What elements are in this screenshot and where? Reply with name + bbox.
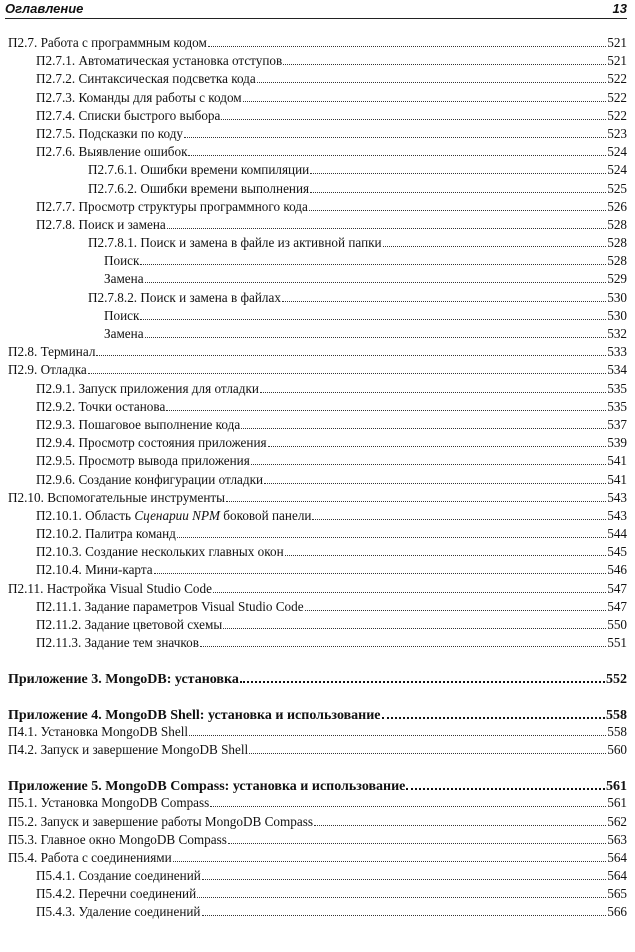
- toc-entry-title-italic: Сценарии NPM: [134, 507, 220, 523]
- toc-entry-title: П2.7.4. Списки быстрого выбора: [36, 107, 221, 123]
- toc-entry: [8, 471, 627, 489]
- toc-entry: [8, 307, 627, 325]
- toc-entry-page: 537: [607, 416, 627, 432]
- toc-entry: [8, 741, 627, 759]
- leader-dots: [200, 634, 606, 647]
- leader-dots: [188, 143, 606, 156]
- leader-dots: [173, 849, 607, 862]
- toc-entry-title: П4.1. Установка MongoDB Shell: [8, 723, 189, 739]
- toc-entry-title: П2.7.8.1. Поиск и замена в файле из активной папки: [88, 235, 382, 251]
- toc-entry: [8, 543, 627, 561]
- leader-dots: [305, 598, 607, 611]
- toc-entry-title: П2.10.3. Создание нескольких главных окон: [36, 544, 284, 560]
- toc-entry-page: 563: [607, 831, 627, 847]
- toc-entry: [8, 270, 627, 288]
- toc-entry-title: П2.11.3. Задание тем значков: [36, 635, 199, 651]
- toc-entry-title: П2.7.5. Подсказки по коду: [36, 125, 184, 141]
- leader-dots: [264, 471, 606, 484]
- leader-dots: [145, 325, 607, 338]
- toc-entry: [8, 903, 627, 921]
- leader-dots: [184, 125, 606, 138]
- leader-dots: [166, 398, 606, 411]
- leader-dots: [177, 525, 606, 538]
- leader-dots: [202, 867, 606, 880]
- section-gap: [8, 652, 627, 669]
- toc-entry: [8, 849, 627, 867]
- leader-dots: [257, 70, 606, 83]
- toc-entry-page: 566: [607, 904, 627, 920]
- toc-entry-page: 521: [607, 35, 627, 50]
- toc-entry-page: 541: [607, 453, 627, 469]
- toc-entry-page: 543: [607, 489, 627, 505]
- toc-entry: [8, 616, 627, 634]
- toc-entry-title: П5.4.3. Удаление соединений: [36, 904, 201, 920]
- toc-entry-title: П2.9.1. Запуск приложения для отладки: [36, 380, 259, 396]
- toc-entry: [8, 452, 627, 470]
- leader-dots: [406, 776, 605, 790]
- toc-entry: [8, 289, 627, 307]
- toc-entry-title: П2.10.2. Палитра команд: [36, 526, 176, 542]
- toc-entry-page: 561: [607, 795, 627, 811]
- toc-entry-title: Замена: [104, 271, 144, 287]
- leader-dots: [243, 89, 607, 102]
- toc-entry: [8, 125, 627, 143]
- toc-entry-page: 535: [607, 380, 627, 396]
- toc-entry: [8, 361, 627, 379]
- toc-entry-page: 521: [607, 53, 627, 69]
- toc-entry-page: 522: [607, 71, 627, 87]
- toc-entry-page: 525: [607, 180, 627, 196]
- toc-entry-page: 539: [607, 435, 627, 451]
- toc-entry-title: П2.7.2. Синтаксическая подсветка кода: [36, 71, 256, 87]
- toc-entry: [8, 434, 627, 452]
- leader-dots: [312, 507, 606, 520]
- toc-entry-page: 546: [607, 562, 627, 578]
- toc-entry-page: 541: [607, 471, 627, 487]
- leader-dots: [213, 580, 606, 593]
- leader-dots: [282, 289, 606, 302]
- toc-entry: [8, 813, 627, 831]
- toc-entry-page: 543: [607, 507, 627, 523]
- toc-entry-page: 547: [607, 598, 627, 614]
- section-gap: [8, 688, 627, 705]
- toc-entry-title: П2.7.8. Поиск и замена: [36, 216, 166, 232]
- toc-entry-page: 528: [607, 253, 627, 269]
- toc-entry: [8, 561, 627, 579]
- toc-entry-title: П2.7.8.2. Поиск и замена в файлах: [88, 289, 281, 305]
- toc-entry-title: П2.7.1. Автоматическая установка отступов: [36, 53, 283, 69]
- section-gap: [8, 759, 627, 776]
- toc-entry-page: 561: [606, 779, 627, 795]
- leader-dots: [251, 452, 606, 465]
- toc-entry-page: 534: [607, 362, 627, 378]
- toc-entry-page: 533: [607, 344, 627, 360]
- toc-entry: [8, 525, 627, 543]
- toc-entry-page: 530: [607, 289, 627, 305]
- toc-entry-page: 565: [607, 886, 627, 902]
- toc-entry: [8, 89, 627, 107]
- toc-entry-page: 535: [607, 398, 627, 414]
- toc-entry-page: 526: [607, 198, 627, 214]
- toc-entry-page: 550: [607, 617, 627, 632]
- leader-dots: [145, 270, 607, 283]
- leader-dots: [268, 434, 607, 447]
- toc-entry: [8, 107, 627, 125]
- toc-entry: [8, 143, 627, 161]
- leader-dots: [208, 34, 606, 47]
- toc-entry-page: 530: [607, 307, 627, 323]
- toc-entry-title: П4.2. Запуск и завершение MongoDB Shell: [8, 741, 249, 757]
- toc-entry: [8, 380, 627, 398]
- toc-entry-title: П5.4.2. Перечни соединений: [36, 886, 197, 902]
- running-header: [5, 0, 627, 19]
- toc-entry-page: 558: [606, 707, 627, 723]
- toc-entry-page: 522: [607, 89, 627, 105]
- toc-entry-title-after: боковой панели: [219, 507, 312, 523]
- toc-entry-title: П2.11.2. Задание цветовой схемы: [36, 617, 223, 632]
- toc-entry: [8, 216, 627, 234]
- toc-entry: [8, 70, 627, 88]
- leader-dots: [285, 543, 607, 556]
- leader-dots: [202, 903, 607, 916]
- toc-entry: [8, 34, 627, 52]
- leader-dots: [197, 885, 606, 898]
- toc-entry-title: П2.9.4. Просмотр состояния приложения: [36, 435, 267, 451]
- toc-entry-title: Поиск: [104, 253, 140, 269]
- toc-appendix-entry: [8, 776, 627, 794]
- toc-entry-page: 528: [607, 216, 627, 232]
- leader-dots: [383, 234, 607, 247]
- toc-entry: [8, 634, 627, 652]
- toc-entry-title: П2.9.6. Создание конфигурации отладки: [36, 471, 264, 487]
- toc-entry-title: П2.7.6.1. Ошибки времени компиляции: [88, 162, 310, 178]
- table-of-contents: [8, 34, 627, 922]
- leader-dots: [241, 416, 606, 429]
- toc-entry-page: 528: [607, 235, 627, 251]
- toc-entry-title: Приложение 4. MongoDB Shell: установка и использование: [8, 707, 381, 723]
- toc-appendix-entry: [8, 669, 627, 687]
- toc-entry-page: 551: [607, 635, 627, 651]
- toc-entry: [8, 794, 627, 812]
- toc-entry-page: 558: [607, 723, 627, 739]
- toc-entry-title: П5.1. Установка MongoDB Compass: [8, 795, 210, 811]
- toc-entry-title: П5.3. Главное окно MongoDB Compass: [8, 831, 227, 847]
- toc-entry-page: 544: [607, 526, 627, 542]
- toc-entry-title: П2.10.4. Мини-карта: [36, 562, 153, 578]
- leader-dots: [189, 723, 606, 736]
- toc-entry: [8, 831, 627, 849]
- toc-entry-title: Замена: [104, 326, 144, 341]
- toc-entry-page: 524: [607, 162, 627, 178]
- toc-entry-page: 524: [607, 144, 627, 160]
- toc-entry: [8, 198, 627, 216]
- toc-entry-page: 547: [607, 580, 627, 596]
- leader-dots: [310, 161, 606, 174]
- leader-dots: [309, 198, 606, 211]
- toc-entry: [8, 723, 627, 741]
- leader-dots: [249, 741, 606, 754]
- toc-entry-title: П5.2. Запуск и завершение работы MongoDB Compass: [8, 813, 313, 829]
- toc-entry-title: П2.7.3. Команды для работы с кодом: [36, 89, 242, 105]
- toc-entry-title: П5.4.1. Создание соединений: [36, 868, 201, 884]
- toc-entry-title: [36, 507, 311, 525]
- toc-entry: [8, 489, 627, 507]
- toc-entry: [8, 234, 627, 252]
- toc-entry-page: 560: [607, 741, 627, 757]
- toc-entry-page: 562: [607, 813, 627, 829]
- toc-entry-page: 523: [607, 125, 627, 141]
- leader-dots: [88, 361, 606, 374]
- toc-entry-title: П2.9.2. Точки останова: [36, 398, 166, 414]
- toc-entry-page: 564: [607, 849, 627, 865]
- toc-entry-page: 545: [607, 544, 627, 560]
- toc-entry-title: П2.7. Работа с программным кодом: [8, 35, 207, 50]
- toc-entry-title: П2.11. Настройка Visual Studio Code: [8, 580, 212, 596]
- leader-dots: [283, 52, 606, 65]
- toc-entry: [8, 598, 627, 616]
- toc-entry: [8, 867, 627, 885]
- toc-entry-title: П2.9.3. Пошаговое выполнение кода: [36, 416, 241, 432]
- toc-entry-title: Приложение 3. MongoDB: установка: [8, 672, 239, 688]
- leader-dots: [310, 180, 606, 193]
- toc-entry-title: П5.4. Работа с соединениями: [8, 849, 172, 865]
- toc-entry: [8, 398, 627, 416]
- toc-entry-title: П2.8. Терминал: [8, 344, 96, 360]
- leader-dots: [382, 705, 605, 719]
- toc-entry-title: П2.9. Отладка: [8, 362, 87, 378]
- toc-entry-page: 564: [607, 868, 627, 884]
- toc-entry: [8, 180, 627, 198]
- leader-dots: [140, 307, 606, 320]
- leader-dots: [260, 380, 606, 393]
- toc-entry-title: П2.9.5. Просмотр вывода приложения: [36, 453, 250, 469]
- toc-entry-page: 552: [606, 672, 627, 688]
- leader-dots: [167, 216, 606, 229]
- toc-entry: [8, 885, 627, 903]
- toc-entry-title: П2.7.6.2. Ошибки времени выполнения: [88, 180, 310, 196]
- toc-entry: [8, 507, 627, 525]
- toc-entry-title: П2.11.1. Задание параметров Visual Studio Code: [36, 598, 304, 614]
- toc-entry: [8, 252, 627, 270]
- leader-dots: [221, 107, 606, 120]
- toc-entry-title: П2.10. Вспомогательные инструменты: [8, 489, 225, 505]
- leader-dots: [223, 616, 606, 629]
- toc-entry-page: 529: [607, 271, 627, 287]
- header-page-number: 13: [612, 1, 627, 16]
- toc-entry-title-before: П2.10.1. Область: [36, 507, 135, 523]
- toc-entry-title: П2.7.6. Выявление ошибок: [36, 144, 188, 160]
- leader-dots: [140, 252, 606, 265]
- leader-dots: [154, 561, 607, 574]
- header-title: Оглавление: [5, 1, 84, 16]
- leader-dots: [314, 813, 606, 826]
- toc-entry-title: П2.7.7. Просмотр структуры программного кода: [36, 198, 308, 214]
- leader-dots: [96, 343, 606, 356]
- toc-entry-title: Поиск: [104, 307, 140, 323]
- toc-entry-title: Приложение 5. MongoDB Compass: установка и использование: [8, 779, 406, 795]
- toc-entry: [8, 161, 627, 179]
- toc-entry: [8, 416, 627, 434]
- leader-dots: [240, 669, 605, 683]
- leader-dots: [210, 794, 606, 807]
- leader-dots: [228, 831, 606, 844]
- toc-entry: [8, 343, 627, 361]
- toc-entry-page: 532: [607, 326, 627, 341]
- toc-appendix-entry: [8, 705, 627, 723]
- toc-entry: [8, 325, 627, 343]
- toc-entry-page: 522: [607, 107, 627, 123]
- toc-entry: [8, 52, 627, 70]
- toc-entry: [8, 580, 627, 598]
- leader-dots: [226, 489, 606, 502]
